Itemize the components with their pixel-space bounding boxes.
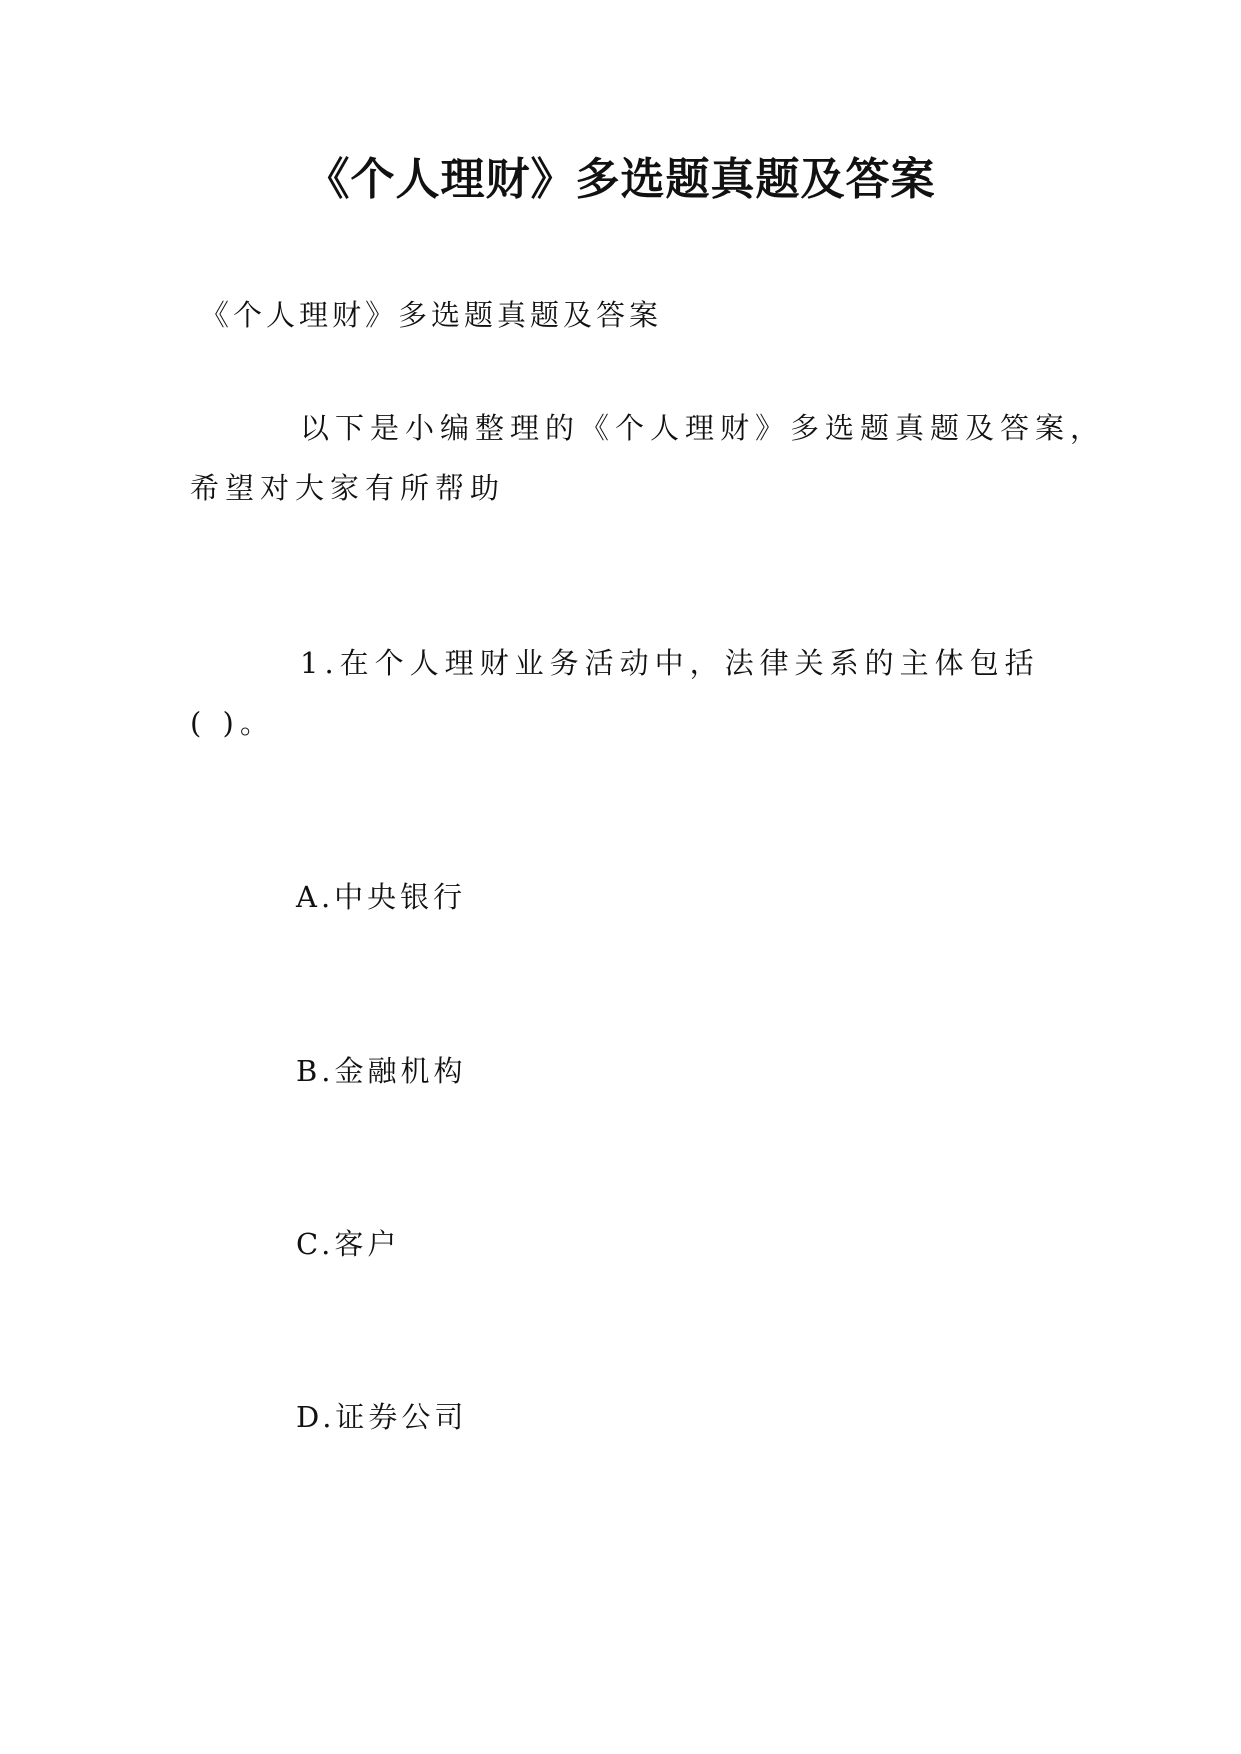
document-subtitle: 《个人理财》多选题真题及答案 xyxy=(200,298,663,332)
intro-paragraph-line-2: 希望对大家有所帮助 xyxy=(190,471,506,505)
question-1-option-a: A.中央银行 xyxy=(296,880,467,914)
intro-paragraph-line-1: 以下是小编整理的《个人理财》多选题真题及答案， xyxy=(300,411,1106,445)
question-1-option-b: B.金融机构 xyxy=(296,1054,467,1088)
question-1-option-c: C.客户 xyxy=(296,1227,401,1261)
question-1-option-d: D.证券公司 xyxy=(296,1400,468,1434)
question-1-text-line-1: 1.在个人理财业务活动中，法律关系的主体包括 xyxy=(300,646,1040,680)
question-1-text-line-2: ( )。 xyxy=(190,706,275,740)
document-title: 《个人理财》多选题真题及答案 xyxy=(305,154,936,205)
